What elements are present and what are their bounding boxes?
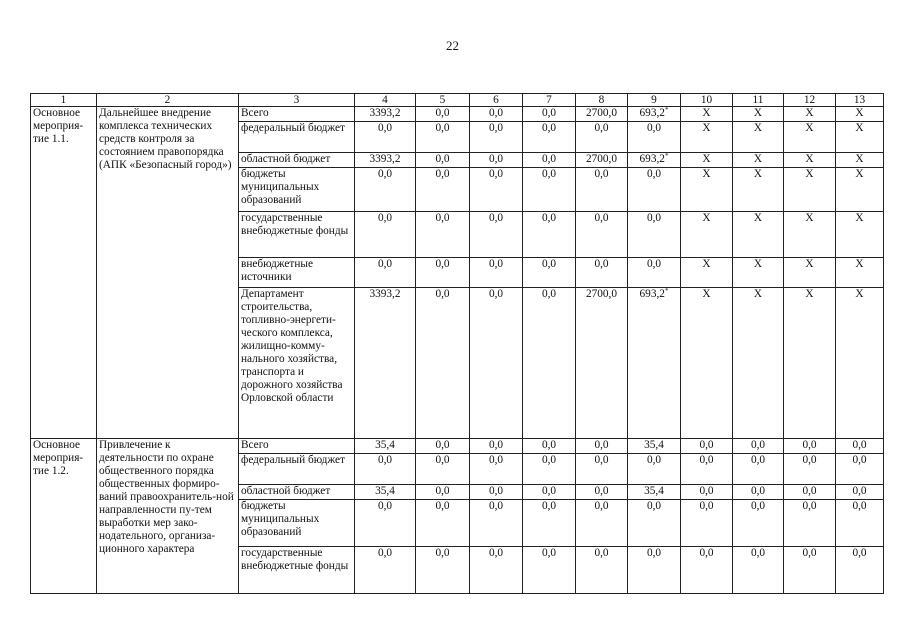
budget-table xyxy=(30,93,884,594)
value-cell: Х xyxy=(733,107,784,122)
measure-description: Дальнейшее внедрение комплекса технических средств контроля за состоянием правопорядка (АПК «Безопасный город») xyxy=(97,107,239,439)
value-cell: 693,2* xyxy=(628,107,681,122)
value-cell: 0,0 xyxy=(416,122,470,153)
value-cell: 0,0 xyxy=(681,485,733,500)
funding-source-label: Всего xyxy=(239,439,355,454)
table-row xyxy=(31,107,884,122)
header-cell: 1 xyxy=(31,94,97,107)
header-cell: 7 xyxy=(523,94,576,107)
footnote-marker: * xyxy=(664,106,669,114)
funding-source-label: областной бюджет xyxy=(239,485,355,500)
value-cell: 0,0 xyxy=(733,485,784,500)
measure-code: Основное мероприя-тие 1.1. xyxy=(31,107,97,439)
value-cell: 0,0 xyxy=(416,153,470,168)
value-cell: 0,0 xyxy=(470,258,523,288)
header-cell: 4 xyxy=(355,94,416,107)
value-cell: 0,0 xyxy=(628,212,681,258)
value-cell: 0,0 xyxy=(416,547,470,594)
value-cell: 0,0 xyxy=(416,258,470,288)
value-cell: 0,0 xyxy=(355,212,416,258)
value-cell: 3393,2 xyxy=(355,107,416,122)
value-cell: Х xyxy=(836,153,884,168)
value-cell: Х xyxy=(733,168,784,212)
funding-source-label: внебюджетные источники xyxy=(239,258,355,288)
funding-source-label: федеральный бюджет xyxy=(239,454,355,485)
value-cell: 0,0 xyxy=(523,454,576,485)
value-cell: 0,0 xyxy=(470,439,523,454)
value-cell: 0,0 xyxy=(523,153,576,168)
header-cell: 2 xyxy=(97,94,239,107)
value-cell: 0,0 xyxy=(523,547,576,594)
value-cell: Х xyxy=(733,122,784,153)
value-cell: 0,0 xyxy=(628,547,681,594)
value-cell: Х xyxy=(681,107,733,122)
value-cell: 0,0 xyxy=(470,212,523,258)
value-cell: 35,4 xyxy=(628,439,681,454)
value-cell: 0,0 xyxy=(470,547,523,594)
value-cell: 0,0 xyxy=(523,439,576,454)
funding-source-label: областной бюджет xyxy=(239,153,355,168)
value-cell: 0,0 xyxy=(523,485,576,500)
footnote-marker: * xyxy=(664,152,669,160)
funding-source-label: государственные внебюджетные фонды xyxy=(239,547,355,594)
value-cell: 0,0 xyxy=(470,485,523,500)
header-cell: 3 xyxy=(239,94,355,107)
header-cell: 10 xyxy=(681,94,733,107)
value-cell: Х xyxy=(733,288,784,439)
value-cell: 0,0 xyxy=(681,454,733,485)
funding-source-label: федеральный бюджет xyxy=(239,122,355,153)
value-cell: Х xyxy=(681,258,733,288)
value-cell: Х xyxy=(836,107,884,122)
value-cell: 0,0 xyxy=(836,454,884,485)
value-cell: 0,0 xyxy=(681,547,733,594)
value-cell: 0,0 xyxy=(355,454,416,485)
value-cell: Х xyxy=(836,288,884,439)
value-cell: 0,0 xyxy=(470,454,523,485)
value-cell: 3393,2 xyxy=(355,288,416,439)
value-cell: 2700,0 xyxy=(576,153,628,168)
value-cell: Х xyxy=(836,122,884,153)
value-cell: 0,0 xyxy=(470,107,523,122)
value-cell: 0,0 xyxy=(576,547,628,594)
value-cell: 3393,2 xyxy=(355,153,416,168)
value-cell: 0,0 xyxy=(576,258,628,288)
value-cell: 0,0 xyxy=(470,153,523,168)
value-cell: 0,0 xyxy=(523,212,576,258)
value-cell: Х xyxy=(681,122,733,153)
value-cell: 35,4 xyxy=(355,439,416,454)
value-cell: Х xyxy=(784,153,836,168)
value-cell: 0,0 xyxy=(355,258,416,288)
value-cell: 0,0 xyxy=(733,439,784,454)
value-cell: 0,0 xyxy=(523,122,576,153)
header-cell: 12 xyxy=(784,94,836,107)
value-cell: 0,0 xyxy=(523,107,576,122)
value-cell: 0,0 xyxy=(733,500,784,547)
funding-source-label: Всего xyxy=(239,107,355,122)
value-cell: 0,0 xyxy=(416,439,470,454)
value-cell: 0,0 xyxy=(470,500,523,547)
funding-source-label: Департамент строительства, топливно-энергети-ческого комплекса, жилищно-комму-нального хозяйства, транспорта и дорожного хозяйства Орловской области xyxy=(239,288,355,439)
value-cell: 0,0 xyxy=(733,454,784,485)
value-cell: 0,0 xyxy=(523,288,576,439)
header-cell: 8 xyxy=(576,94,628,107)
value-cell: Х xyxy=(681,168,733,212)
value-cell: 0,0 xyxy=(784,454,836,485)
value-cell: 0,0 xyxy=(628,258,681,288)
value-cell: 0,0 xyxy=(628,454,681,485)
value-cell: 0,0 xyxy=(416,500,470,547)
value-cell: 0,0 xyxy=(784,547,836,594)
value-cell: 693,2* xyxy=(628,153,681,168)
value-cell: Х xyxy=(784,122,836,153)
header-cell: 6 xyxy=(470,94,523,107)
value-cell: Х xyxy=(784,258,836,288)
value-cell: Х xyxy=(681,212,733,258)
value-cell: 0,0 xyxy=(576,212,628,258)
value-cell: 0,0 xyxy=(681,439,733,454)
value-cell: 0,0 xyxy=(355,122,416,153)
measure-code: Основное мероприя-тие 1.2. xyxy=(31,439,97,594)
value-cell: 0,0 xyxy=(523,258,576,288)
value-cell: 0,0 xyxy=(784,485,836,500)
value-cell: 0,0 xyxy=(416,454,470,485)
value-cell: 0,0 xyxy=(523,168,576,212)
value-cell: 0,0 xyxy=(628,122,681,153)
value-cell: 0,0 xyxy=(733,547,784,594)
value-cell: 0,0 xyxy=(416,168,470,212)
value-cell: 0,0 xyxy=(628,168,681,212)
footnote-marker: * xyxy=(664,287,669,295)
value-cell: Х xyxy=(733,212,784,258)
value-cell: 0,0 xyxy=(523,500,576,547)
value-cell: 693,2* xyxy=(628,288,681,439)
value-cell: 0,0 xyxy=(416,485,470,500)
value-cell: 0,0 xyxy=(628,500,681,547)
page-number: 22 xyxy=(446,38,459,53)
value-cell: 0,0 xyxy=(576,454,628,485)
value-cell: Х xyxy=(784,168,836,212)
funding-source-label: бюджеты муниципальных образований xyxy=(239,168,355,212)
value-cell: 0,0 xyxy=(836,485,884,500)
value-cell: 2700,0 xyxy=(576,107,628,122)
value-cell: 0,0 xyxy=(355,168,416,212)
funding-source-label: бюджеты муниципальных образований xyxy=(239,500,355,547)
value-cell: 0,0 xyxy=(836,500,884,547)
header-cell: 9 xyxy=(628,94,681,107)
funding-source-label: государственные внебюджетные фонды xyxy=(239,212,355,258)
value-cell: 0,0 xyxy=(681,500,733,547)
value-cell: 0,0 xyxy=(416,212,470,258)
value-cell: Х xyxy=(836,258,884,288)
value-cell: 0,0 xyxy=(470,288,523,439)
value-cell: 2700,0 xyxy=(576,288,628,439)
value-cell: Х xyxy=(784,212,836,258)
value-cell: 0,0 xyxy=(576,439,628,454)
value-cell: 0,0 xyxy=(784,500,836,547)
measure-description: Привлечение к деятельности по охране общественного порядка общественных формиро-ваний правоохранитель-ной направленности пу-тем выработки мер зако-нодательного, организа-ционного характера xyxy=(97,439,239,594)
value-cell: 0,0 xyxy=(836,439,884,454)
value-cell: 0,0 xyxy=(416,288,470,439)
header-cell: 11 xyxy=(733,94,784,107)
value-cell: Х xyxy=(784,288,836,439)
value-cell: 0,0 xyxy=(784,439,836,454)
value-cell: Х xyxy=(681,153,733,168)
value-cell: Х xyxy=(681,288,733,439)
value-cell: 0,0 xyxy=(576,168,628,212)
value-cell: 0,0 xyxy=(576,500,628,547)
value-cell: 0,0 xyxy=(836,547,884,594)
header-cell: 5 xyxy=(416,94,470,107)
value-cell: Х xyxy=(784,107,836,122)
value-cell: 0,0 xyxy=(470,122,523,153)
value-cell: 0,0 xyxy=(576,122,628,153)
value-cell: 35,4 xyxy=(355,485,416,500)
header-cell: 13 xyxy=(836,94,884,107)
value-cell: Х xyxy=(733,258,784,288)
value-cell: Х xyxy=(733,153,784,168)
value-cell: 0,0 xyxy=(355,547,416,594)
value-cell: 35,4 xyxy=(628,485,681,500)
value-cell: 0,0 xyxy=(416,107,470,122)
value-cell: 0,0 xyxy=(576,485,628,500)
value-cell: 0,0 xyxy=(355,500,416,547)
table-row xyxy=(31,439,884,454)
value-cell: 0,0 xyxy=(470,168,523,212)
header-row xyxy=(31,94,884,107)
value-cell: Х xyxy=(836,168,884,212)
value-cell: Х xyxy=(836,212,884,258)
